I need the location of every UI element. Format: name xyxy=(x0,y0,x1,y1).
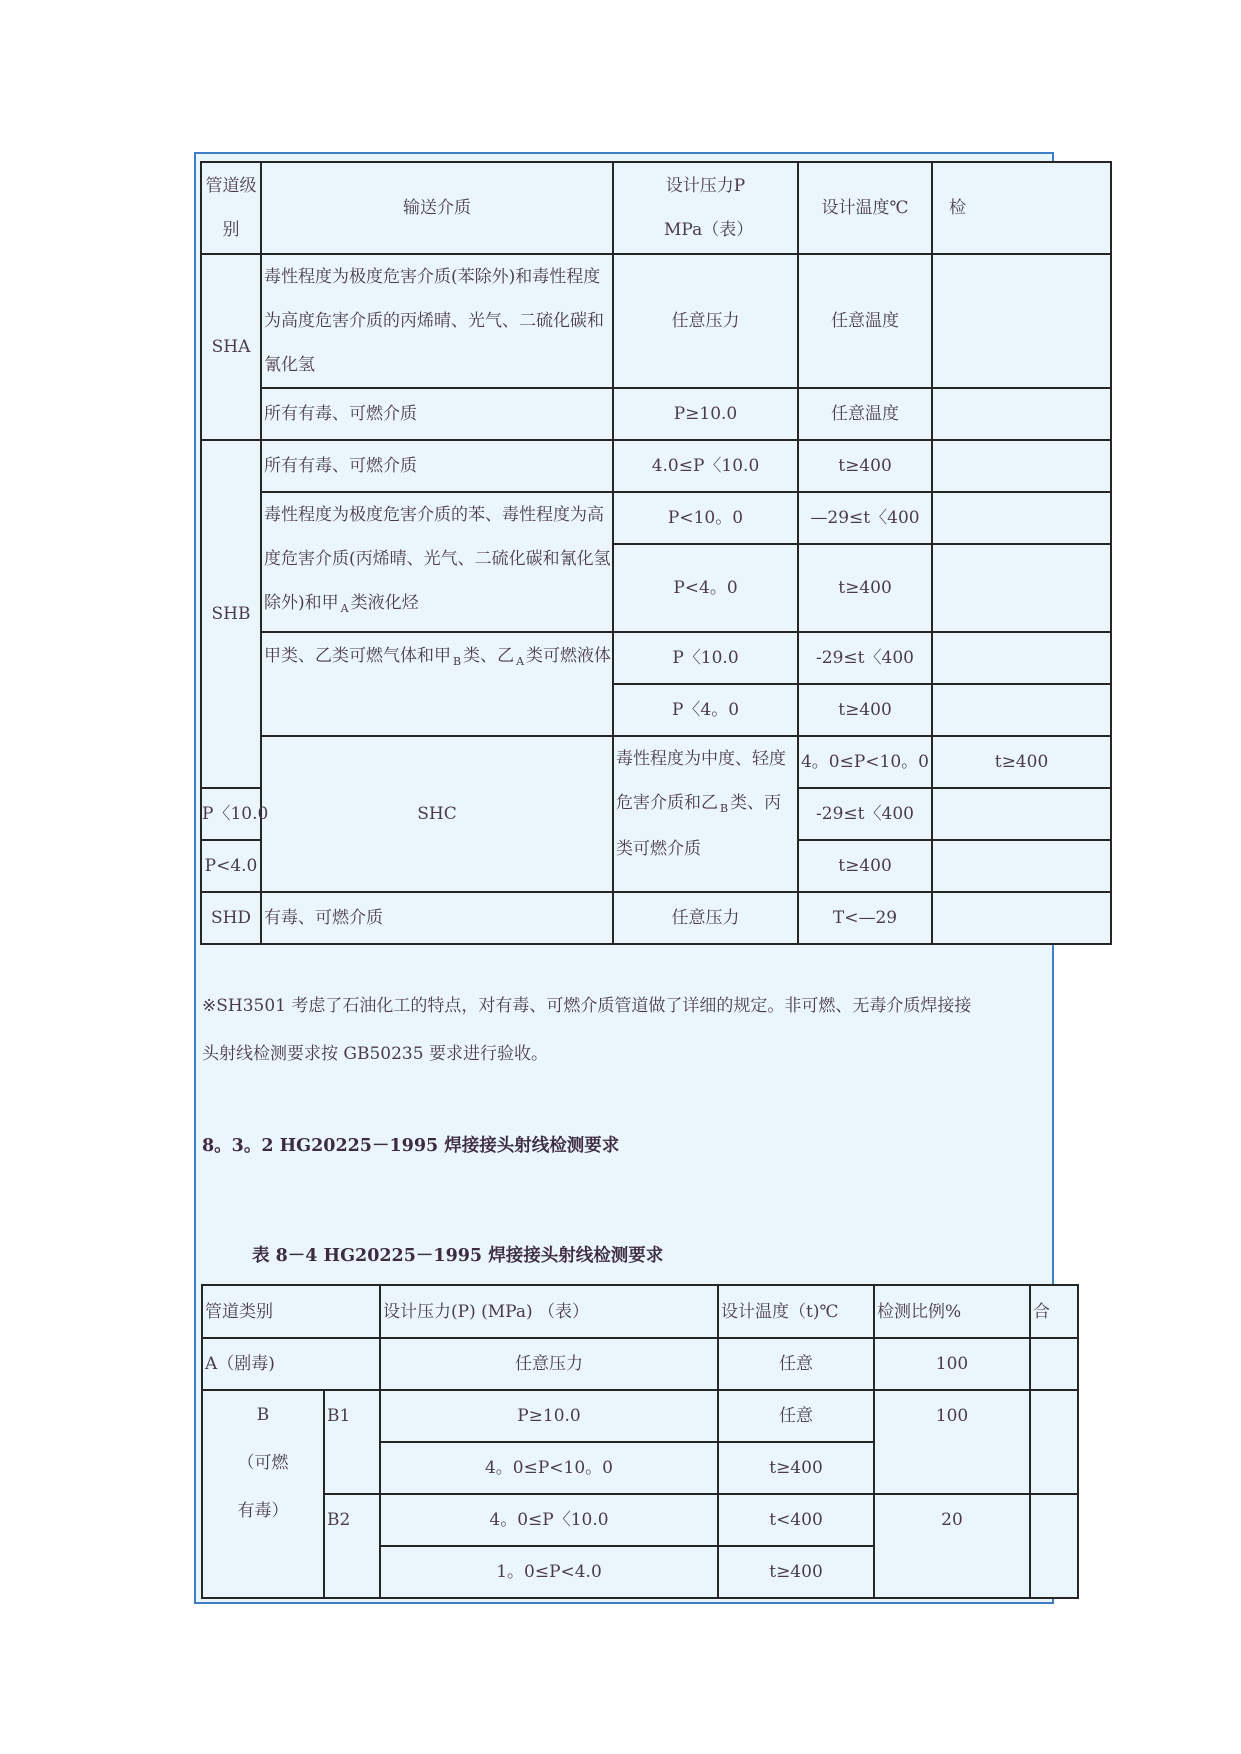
table-row xyxy=(201,632,1111,684)
table-row xyxy=(201,492,1111,544)
subcategory-b1: B1 xyxy=(324,1390,380,1494)
category-b-line: （可燃 xyxy=(237,1453,289,1473)
temperature-cell: 任意温度 xyxy=(798,388,932,440)
medium-text: 毒性程度为中度、轻度危害介质和乙 xyxy=(616,749,786,813)
section-heading: 8。3。2 HG20225－1995 焊接接头射线检测要求 xyxy=(202,1136,620,1156)
header-ratio: 检测比例% xyxy=(874,1285,1030,1338)
pressure-cell: P〈4。0 xyxy=(613,684,798,736)
pressure-cell: 4。0≤P<10。0 xyxy=(380,1442,718,1494)
clipped-cell xyxy=(1030,1494,1078,1598)
medium-text: 类、乙 xyxy=(463,646,515,666)
medium-cell xyxy=(261,632,613,736)
header-clipped: 检 xyxy=(932,162,1111,254)
table-row xyxy=(201,892,1111,944)
grade-shd: SHD xyxy=(201,892,261,944)
header-medium: 输送介质 xyxy=(261,162,613,254)
pressure-cell: 任意压力 xyxy=(380,1338,718,1390)
ratio-cell: 20 xyxy=(874,1494,1030,1598)
clipped-cell xyxy=(1030,1338,1078,1390)
medium-cell: 所有有毒、可燃介质 xyxy=(261,388,613,440)
pressure-cell: 4。0≤P<10。0 xyxy=(798,736,932,788)
medium-cell: 毒性程度为极度危害介质(苯除外)和毒性程度为高度危害介质的丙烯晴、光气、二硫化碳和氰化氢 xyxy=(261,254,613,388)
temperature-cell: -29≤t〈400 xyxy=(798,788,932,840)
category-b-cell xyxy=(202,1390,324,1598)
table-row xyxy=(202,1494,1078,1546)
temperature-cell: -29≤t〈400 xyxy=(798,632,932,684)
note-line-1: ※SH3501 考虑了石油化工的特点，对有毒、可燃介质管道做了详细的规定。非可燃、无毒介质焊接接 xyxy=(202,996,972,1016)
temperature-cell: t≥400 xyxy=(798,840,932,892)
temperature-cell: t≥400 xyxy=(798,544,932,632)
table-caption: 表 8－4 HG20225－1995 焊接接头射线检测要求 xyxy=(252,1246,664,1266)
subcategory-b2: B2 xyxy=(324,1494,380,1598)
header-temperature: 设计温度℃ xyxy=(798,162,932,254)
medium-cell: 所有有毒、可燃介质 xyxy=(261,440,613,492)
clipped-cell xyxy=(1030,1390,1078,1494)
pressure-cell: P〈10.0 xyxy=(201,788,261,840)
grade-shb: SHB xyxy=(201,440,261,788)
subscript: A xyxy=(516,655,525,668)
clipped-cell xyxy=(932,544,1111,632)
pressure-cell: 1。0≤P<4.0 xyxy=(380,1546,718,1598)
table-header-row xyxy=(202,1285,1078,1338)
clipped-cell xyxy=(932,632,1111,684)
medium-text: 毒性程度为极度危害介质的苯、毒性程度为高度危害介质(丙烯晴、光气、二硫化碳和氰化氢除外)和甲 xyxy=(264,505,611,613)
header-clipped: 合 xyxy=(1030,1285,1078,1338)
subscript: B xyxy=(720,802,729,815)
table-hg20225 xyxy=(201,1284,1079,1599)
table-row xyxy=(202,1390,1078,1442)
pressure-cell: 4.0≤P〈10.0 xyxy=(613,440,798,492)
temperature-cell: 任意 xyxy=(718,1338,874,1390)
pressure-cell: P<10。0 xyxy=(613,492,798,544)
header-pressure: 设计压力P MPa（表） xyxy=(613,162,798,254)
clipped-cell xyxy=(932,788,1111,840)
category-b-line: 有毒） xyxy=(237,1501,289,1521)
grade-shc: SHC xyxy=(261,736,613,892)
table-row xyxy=(201,254,1111,388)
table-row xyxy=(201,736,1111,788)
table-row xyxy=(201,440,1111,492)
pressure-cell: P≥10.0 xyxy=(613,388,798,440)
temperature-cell: t≥400 xyxy=(798,440,932,492)
temperature-cell: 任意 xyxy=(718,1390,874,1442)
grade-sha: SHA xyxy=(201,254,261,440)
pressure-cell: 4。0≤P〈10.0 xyxy=(380,1494,718,1546)
temperature-cell: t<400 xyxy=(718,1494,874,1546)
temperature-cell: t≥400 xyxy=(718,1442,874,1494)
clipped-cell xyxy=(932,388,1111,440)
subscript: B xyxy=(453,655,462,668)
pressure-cell: P〈10.0 xyxy=(613,632,798,684)
medium-cell: 有毒、可燃介质 xyxy=(261,892,613,944)
temperature-cell: t≥400 xyxy=(798,684,932,736)
note-line-2: 头射线检测要求按 GB50235 要求进行验收。 xyxy=(202,1044,548,1064)
medium-text: 类可燃液体 xyxy=(526,646,612,666)
medium-text: 类、丙类可燃介质 xyxy=(616,793,782,859)
pressure-cell: 任意压力 xyxy=(613,254,798,388)
category-cell: A（剧毒) xyxy=(202,1338,380,1390)
pressure-cell: P<4。0 xyxy=(613,544,798,632)
temperature-cell: —29≤t〈400 xyxy=(798,492,932,544)
pressure-cell: P<4.0 xyxy=(201,840,261,892)
medium-cell xyxy=(613,736,798,892)
clipped-cell xyxy=(932,892,1111,944)
table-row xyxy=(202,1338,1078,1390)
ratio-cell: 100 xyxy=(874,1338,1030,1390)
clipped-cell xyxy=(932,492,1111,544)
temperature-cell: 任意温度 xyxy=(798,254,932,388)
table-sh3501 xyxy=(200,161,1112,945)
subscript: A xyxy=(340,602,349,615)
clipped-cell xyxy=(932,440,1111,492)
header-grade: 管道级别 xyxy=(201,162,261,254)
clipped-cell xyxy=(932,254,1111,388)
medium-text: 甲类、乙类可燃气体和甲 xyxy=(264,646,451,666)
ratio-cell: 100 xyxy=(874,1390,1030,1494)
header-category: 管道类别 xyxy=(202,1285,380,1338)
table-header-row xyxy=(201,162,1111,254)
table-row xyxy=(201,388,1111,440)
header-pressure: 设计压力(P) (MPa) （表） xyxy=(380,1285,718,1338)
medium-text: 类液化烃 xyxy=(350,593,419,613)
temperature-cell: T<—29 xyxy=(798,892,932,944)
clipped-cell xyxy=(932,684,1111,736)
content-frame xyxy=(194,152,1054,1604)
pressure-cell: 任意压力 xyxy=(613,892,798,944)
medium-cell xyxy=(261,492,613,632)
temperature-cell: t≥400 xyxy=(932,736,1111,788)
clipped-cell xyxy=(932,840,1111,892)
temperature-cell: t≥400 xyxy=(718,1546,874,1598)
category-b-line: B xyxy=(256,1405,270,1425)
pressure-cell: P≥10.0 xyxy=(380,1390,718,1442)
header-temperature: 设计温度（t)℃ xyxy=(718,1285,874,1338)
